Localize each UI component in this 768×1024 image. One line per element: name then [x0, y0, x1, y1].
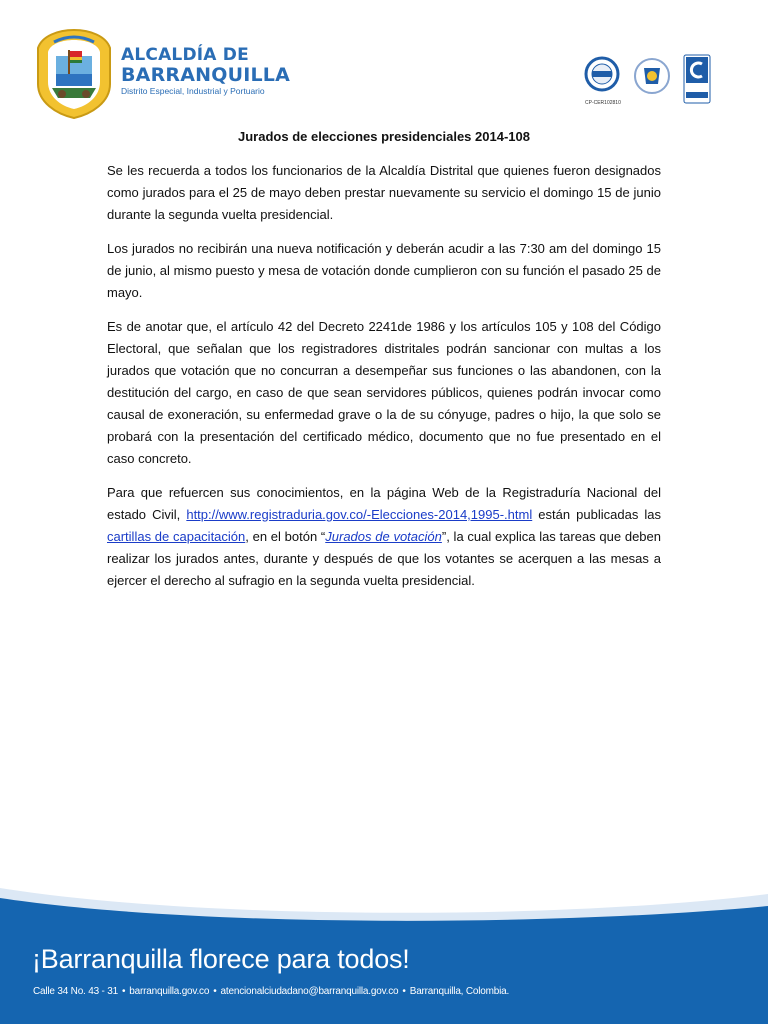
paragraph-4-text-a: Para que refuercen sus conocimientos, en la página Web de la Registraduría Nacional del estado Civil, — [107, 485, 661, 522]
certification-badges — [584, 54, 714, 110]
footer-banner — [0, 880, 768, 1024]
bullet-separator: • — [213, 986, 217, 997]
paragraph-3: Es de anotar que, el artículo 42 del Decreto 2241de 1986 y los artículos 105 y 108 del Código Electoral, que señalan que los registradores distritales podrán sancionar con multas a los jurados que votación que no concurran a desempeñar sus funciones o las abandonen, con la destitución del cargo, en caso de que sean servidores públicos, quienes podrán invocar como causal de exoneración, su enfermedad grave o la de su cónyuge, padres o hijo, la que solo se probará con la presentación del certificado médico, documento que no fue presentado en el caso concreto. — [107, 319, 661, 466]
paragraph-1: Se les recuerda a todos los funcionarios de la Alcaldía Distrital que quienes fueron designados como jurados para el 25 de mayo deben prestar nuevamente su servicio el domingo 15 de junio durante la segunda vuelta presidencial. — [107, 163, 661, 222]
letterhead — [0, 0, 768, 125]
paragraph-4-text-b: están publicadas las — [532, 507, 661, 522]
footer-address: Calle 34 No. 43 - 31 — [33, 986, 118, 997]
bullet-separator: • — [402, 986, 406, 997]
footer-slogan: ¡Barranquilla florece para todos! — [32, 944, 410, 974]
paragraph-4-text-c: , en el botón “ — [245, 529, 326, 544]
logo-wordmark — [121, 46, 290, 97]
city-coat-of-arms-icon — [32, 26, 116, 120]
logo-line-1: ALCALDÍA DE — [121, 45, 249, 65]
registraduria-link[interactable]: http://www.registraduria.gov.co/-Elecciones-2014,1995-.html — [186, 507, 533, 522]
footer-city: Barranquilla, Colombia. — [409, 986, 510, 997]
cert-code-label: CP-CER102810 — [585, 100, 621, 106]
document-title: Jurados de elecciones presidenciales 2014-108 — [238, 129, 530, 144]
paragraph-4 — [107, 482, 661, 592]
footer-contact-line — [33, 986, 509, 997]
logo-line-3: Distrito Especial, Industrial y Portuario — [121, 86, 265, 96]
paragraph-4-text-d: ”, la cual explica las tareas que deben realizar los jurados antes, durante y después de que los votantes se acerquen a las mesas a ejercer el derecho al sufragio en la segunda vuelta presidencial. — [107, 529, 661, 588]
cartillas-link[interactable]: cartillas de capacitación — [107, 529, 246, 544]
footer-website: barranquilla.gov.co — [129, 986, 210, 997]
footer-email: atencionalciudadano@barranquilla.gov.co — [220, 986, 399, 997]
logo-line-2: BARRANQUILLA — [121, 64, 291, 86]
bullet-separator: • — [121, 986, 126, 997]
paragraph-2: Los jurados no recibirán una nueva notificación y deberán acudir a las 7:30 am del domingo 15 de junio, al mismo puesto y mesa de votación donde cumplieron con su función el pasado 25 de mayo. — [107, 241, 661, 300]
document-body — [107, 120, 661, 604]
jurados-votacion-link[interactable]: Jurados de votación — [325, 529, 442, 544]
